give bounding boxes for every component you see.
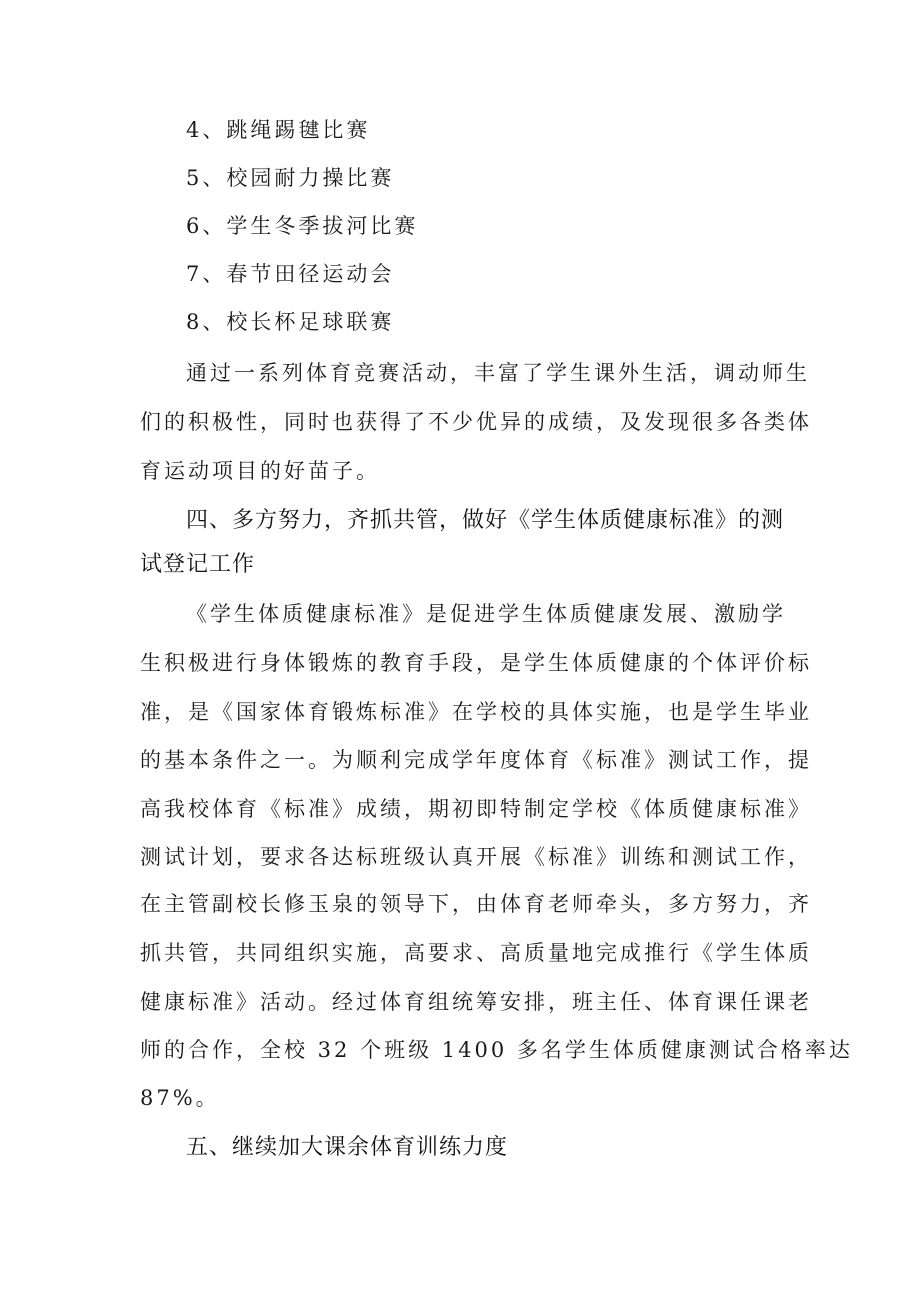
section4-paragraph-line: 《学生体质健康标准》是促进学生体质健康发展、激励学	[186, 602, 786, 626]
summary-paragraph-line: 育运动项目的好苗子。	[140, 459, 380, 483]
section4-paragraph-line: 抓共管，共同组织实施，高要求、高质量地完成推行《学生体质	[140, 941, 812, 965]
list-item: 8、校长杯足球联赛	[186, 310, 395, 334]
section4-paragraph-line: 的基本条件之一。为顺利完成学年度体育《标准》测试工作，提	[140, 748, 812, 772]
list-item: 6、学生冬季拔河比赛	[186, 214, 419, 238]
list-item: 5、校园耐力操比赛	[186, 166, 395, 190]
section4-paragraph-line: 准，是《国家体育锻炼标准》在学校的具体实施，也是学生毕业	[140, 700, 812, 724]
section-heading: 五、继续加大课余体育训练力度	[186, 1135, 509, 1160]
list-item: 4、跳绳踢毽比赛	[186, 118, 371, 142]
section4-paragraph-line: 生积极进行身体锻炼的教育手段，是学生体质健康的个体评价标	[140, 651, 812, 675]
section4-paragraph-line: 师的合作，全校 32 个班级 1400 多名学生体质健康测试合格率达	[140, 1038, 853, 1062]
section4-paragraph-line: 测试计划，要求各达标班级认真开展《标准》训练和测试工作，	[140, 845, 812, 869]
section4-paragraph-line: 在主管副校长修玉泉的领导下，由体育老师牵头，多方努力，齐	[140, 892, 812, 916]
section4-paragraph-line: 87%。	[140, 1086, 220, 1110]
summary-paragraph-line: 们的积极性，同时也获得了不少优异的成绩，及发现很多各类体	[140, 410, 812, 434]
section4-paragraph-line: 健康标准》活动。经过体育组统筹安排，班主任、体育课任课老	[140, 990, 812, 1014]
section4-paragraph-line: 高我校体育《标准》成绩，期初即特制定学校《体质健康标准》	[140, 797, 812, 821]
section-heading: 试登记工作	[140, 552, 256, 577]
summary-paragraph-line: 通过一系列体育竞赛活动，丰富了学生课外生活，调动师生	[186, 361, 810, 385]
list-item: 7、春节田径运动会	[186, 262, 395, 286]
section-heading: 四、多方努力，齐抓共管，做好《学生体质健康标准》的测	[186, 508, 785, 533]
